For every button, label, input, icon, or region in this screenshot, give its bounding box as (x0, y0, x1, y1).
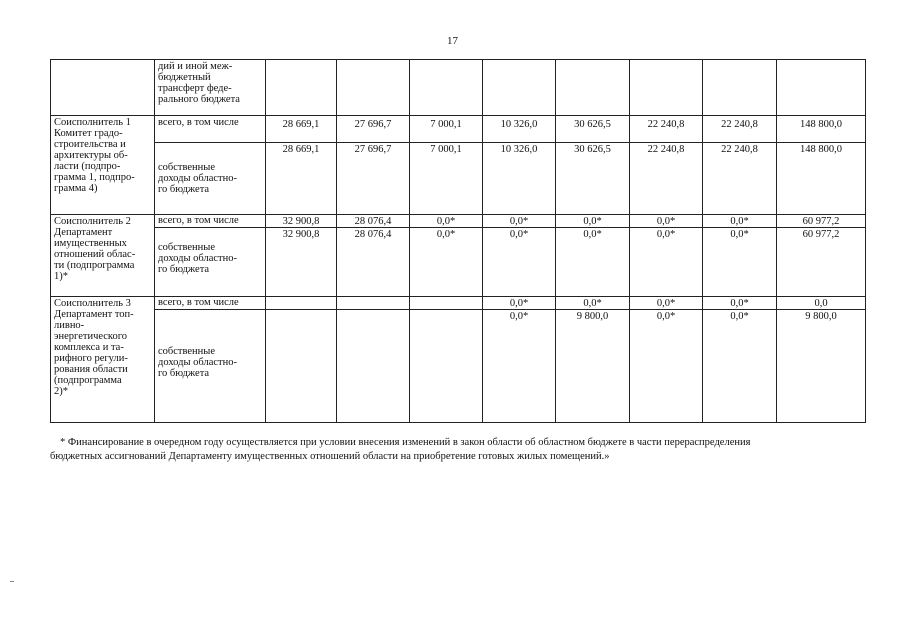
page-number: 17 (447, 35, 458, 47)
value-cell (337, 60, 410, 116)
table-row (51, 310, 866, 423)
value-cell: 9 800,0 (777, 310, 866, 423)
value-cell: 28 669,1 (266, 143, 337, 215)
footnote-line: бюджетных ассигнований Департаменту имущественных отношений области на приобретение готовых жилых помещений.» (50, 451, 610, 462)
value-cell: 0,0* (630, 297, 703, 310)
value-cell: 0,0* (630, 215, 703, 228)
value-cell: 0,0* (703, 228, 777, 297)
table-row (51, 297, 866, 310)
value-cell (777, 60, 866, 116)
value-cell: 60 977,2 (777, 215, 866, 228)
value-cell (410, 297, 483, 310)
value-cell: 0,0* (410, 215, 483, 228)
funding-source-cell: дий и иной меж- бюджетный трансферт феде- рального бюджета (155, 60, 266, 116)
value-cell: 0,0* (556, 215, 630, 228)
value-cell (337, 297, 410, 310)
value-cell: 22 240,8 (703, 116, 777, 143)
table-row (51, 228, 866, 297)
value-cell: 27 696,7 (337, 116, 410, 143)
executor-cell: Соисполнитель 3 Департамент топ- ливно- энергетического комплекса и та- рифного регули- рования области (подпрограмма 2)* (51, 297, 155, 423)
value-cell: 0,0* (703, 215, 777, 228)
executor-cell: Соисполнитель 1 Комитет градо- строительства и архитектуры об- ласти (подпро- грамма 1, подпро- грамма 4) (51, 116, 155, 215)
table-row (51, 116, 866, 143)
value-cell (483, 60, 556, 116)
value-cell: 30 626,5 (556, 143, 630, 215)
value-cell: 148 800,0 (777, 116, 866, 143)
value-cell: 7 000,1 (410, 116, 483, 143)
funding-source-cell: всего, в том числе (155, 297, 266, 310)
value-cell: 0,0* (703, 297, 777, 310)
value-cell: 0,0* (483, 215, 556, 228)
table-row (51, 143, 866, 215)
value-cell: 30 626,5 (556, 116, 630, 143)
funding-source-cell: всего, в том числе (155, 116, 266, 143)
value-cell: 10 326,0 (483, 143, 556, 215)
table-row (51, 215, 866, 228)
table-row (51, 60, 866, 116)
executor-cell (51, 60, 155, 116)
value-cell (266, 297, 337, 310)
value-cell (630, 60, 703, 116)
value-cell (266, 60, 337, 116)
value-cell: 27 696,7 (337, 143, 410, 215)
value-cell (337, 310, 410, 423)
value-cell: 22 240,8 (703, 143, 777, 215)
footnote-line: * Финансирование в очередном году осуществляется при условии внесения изменений в закон области об областном бюджете в части перераспределения (60, 437, 751, 448)
value-cell: 0,0* (630, 228, 703, 297)
budget-table (50, 59, 866, 423)
value-cell (410, 60, 483, 116)
value-cell: 32 900,8 (266, 228, 337, 297)
value-cell (556, 60, 630, 116)
value-cell: 0,0* (410, 228, 483, 297)
funding-source-cell: собственные доходы областно- го бюджета (155, 143, 266, 215)
value-cell: 0,0* (556, 228, 630, 297)
scan-mark (10, 581, 14, 582)
value-cell (266, 310, 337, 423)
value-cell (410, 310, 483, 423)
value-cell: 0,0* (483, 228, 556, 297)
value-cell: 0,0 (777, 297, 866, 310)
footnote (50, 436, 865, 464)
value-cell: 22 240,8 (630, 143, 703, 215)
funding-source-cell: собственные доходы областно- го бюджета (155, 228, 266, 297)
value-cell: 9 800,0 (556, 310, 630, 423)
value-cell: 0,0* (556, 297, 630, 310)
value-cell: 22 240,8 (630, 116, 703, 143)
value-cell: 28 076,4 (337, 215, 410, 228)
value-cell: 32 900,8 (266, 215, 337, 228)
value-cell: 0,0* (483, 297, 556, 310)
value-cell: 60 977,2 (777, 228, 866, 297)
value-cell: 0,0* (703, 310, 777, 423)
value-cell (703, 60, 777, 116)
value-cell: 28 669,1 (266, 116, 337, 143)
value-cell: 10 326,0 (483, 116, 556, 143)
value-cell: 28 076,4 (337, 228, 410, 297)
value-cell: 0,0* (483, 310, 556, 423)
executor-cell: Соисполнитель 2 Департамент имущественных отношений облас- ти (подпрограмма 1)* (51, 215, 155, 297)
value-cell: 7 000,1 (410, 143, 483, 215)
funding-source-cell: всего, в том числе (155, 215, 266, 228)
value-cell: 0,0* (630, 310, 703, 423)
funding-source-cell: собственные доходы областно- го бюджета (155, 310, 266, 423)
value-cell: 148 800,0 (777, 143, 866, 215)
